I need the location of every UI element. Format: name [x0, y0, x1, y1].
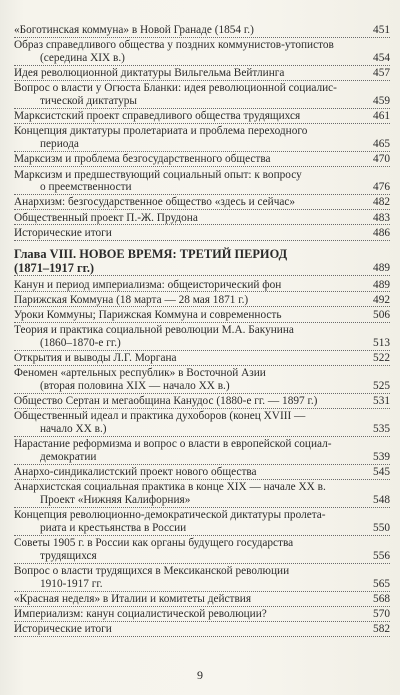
toc-entry-title: Парижская Коммуна (18 марта — 28 мая 1871 г.) [14, 293, 249, 306]
toc-group-1 [14, 24, 390, 241]
toc-entry-page: 461 [373, 110, 390, 123]
toc-entry [14, 608, 390, 622]
toc-entry-page: 582 [373, 623, 390, 636]
toc-entry [14, 481, 390, 507]
chapter-page: 489 [373, 261, 390, 274]
toc-entry-title: Анархистская социальная практика в конце XIX — начале XX в. [14, 481, 326, 494]
toc-entry-page: 539 [373, 450, 390, 463]
chapter-period-row [14, 261, 390, 276]
toc-entry-title: Общественный проект П.-Ж. Прудона [14, 211, 198, 224]
chapter-period: (1871–1917 гг.) [14, 260, 95, 275]
toc-entry-page: 454 [373, 51, 390, 64]
toc-entry-title: «Красная неделя» в Италии и комитеты действия [14, 593, 252, 606]
toc-entry-continuation: 1910-1917 гг. [40, 577, 103, 590]
toc-entry [14, 509, 390, 535]
toc-entry [14, 410, 390, 436]
toc-entry-title: Канун и период империализма: общеисторический фон [14, 278, 282, 291]
toc-entry-title: Открытия и выводы Л.Г. Моргана [14, 352, 177, 365]
toc-entry [14, 82, 390, 108]
toc-entry [14, 623, 390, 637]
toc-entry [14, 110, 390, 124]
toc-entry-title: Исторические итоги [14, 226, 112, 239]
toc-entry [14, 593, 390, 607]
toc-entry-title: Советы 1905 г. в России как органы будущего государства [14, 537, 294, 550]
toc-entry [14, 395, 390, 409]
toc-entry-page: 568 [373, 593, 390, 606]
toc-entry-title: Марксистский проект справедливого общества трудящихся [14, 110, 301, 123]
toc-entry [14, 67, 390, 81]
toc-entry [14, 324, 390, 350]
toc-entry-continuation: начало XX в.) [40, 423, 107, 436]
toc-entry [14, 367, 390, 393]
toc-entry-title: Вопрос о власти трудящихся в Мексиканской революции [14, 565, 290, 578]
toc-entry-title: Уроки Коммуны; Парижская Коммуна и современность [14, 308, 282, 321]
chapter-heading [14, 247, 390, 276]
toc-entry-page: 522 [373, 352, 390, 365]
toc-entry-continuation: Проект «Нижняя Калифорния» [40, 494, 191, 507]
page-number: 9 [197, 668, 203, 682]
toc-entry-page: 531 [373, 395, 390, 408]
toc-entry [14, 153, 390, 167]
toc-entry [14, 537, 390, 563]
toc-entry [14, 565, 390, 591]
toc-entry-page: 492 [373, 293, 390, 306]
toc-entry [14, 24, 390, 38]
toc-entry-title: Феномен «артельных республик» в Восточной Азии [14, 367, 266, 380]
toc-entry [14, 39, 390, 65]
toc-entry-page: 483 [373, 211, 390, 224]
toc-entry-title: Идея революционной диктатуры Вильгельма Вейтлинга [14, 67, 285, 80]
toc-entry-page: 570 [373, 608, 390, 621]
toc-entry-page: 506 [373, 308, 390, 321]
toc-entry-title: Общественный идеал и практика духоборов (конец XVIII — [14, 410, 306, 423]
toc-entry-page: 556 [373, 549, 390, 562]
toc-entry-continuation: (1860–1870-е гг.) [40, 336, 121, 349]
toc-entry-page: 513 [373, 336, 390, 349]
toc-entry-continuation: риата и крестьянства в России [40, 522, 187, 534]
toc-entry-continuation: трудящихся [40, 549, 97, 562]
chapter-title: Глава VIII. НОВОЕ ВРЕМЯ: ТРЕТИЙ ПЕРИОД [14, 246, 288, 261]
toc-entry-title: Образ справедливого общества у поздних коммунистов-утопистов [14, 39, 334, 52]
toc-entry-continuation: (вторая половина XIX — начало XX в.) [40, 379, 230, 392]
toc-entry-page: 489 [373, 278, 390, 291]
toc-entry-page: 459 [373, 95, 390, 108]
toc-group-2 [14, 279, 390, 638]
toc-entry-title: «Боготинская коммуна» в Новой Гранаде (1854 г.) [14, 24, 254, 36]
toc-entry-title: Общество Сертан и мегаобщина Канудос (1880-е гг. — 1897 г.) [14, 395, 318, 408]
toc-entry-continuation: тической диктатуры [40, 95, 138, 108]
toc-entry-page: 545 [373, 466, 390, 479]
toc-entry-title: Анархо-синдикалистский проект нового общества [14, 466, 257, 479]
toc-entry-continuation: о преемственности [40, 181, 132, 194]
toc-entry-page: 465 [373, 138, 390, 151]
toc-entry [14, 279, 390, 293]
toc-entry-page: 486 [373, 226, 390, 239]
toc-entry [14, 212, 390, 226]
toc-entry-title: Анархизм: безгосударственное общество «здесь и сейчас» [14, 196, 296, 209]
toc-entry-page: 550 [373, 522, 390, 534]
toc-entry-title: Марксизм и предшествующий социальный опыт: к вопросу [14, 168, 302, 181]
toc-entry-page: 535 [373, 423, 390, 436]
toc-entry [14, 196, 390, 210]
toc-entry-title: Нарастание реформизма и вопрос о власти в европейской социал- [14, 438, 332, 451]
toc-entry-page: 565 [373, 577, 390, 590]
toc-entry-title: Империализм: канун социалистической революции? [14, 608, 267, 621]
toc-entry-page: 525 [373, 379, 390, 392]
toc-entry-continuation: периода [40, 138, 79, 151]
toc-entry [14, 466, 390, 480]
toc-entry-page: 548 [373, 494, 390, 507]
toc-entry-title: Вопрос о власти у Огюста Бланки: идея революционной социалис- [14, 82, 337, 95]
toc-entry-title: Марксизм и проблема безгосударственного общества [14, 153, 271, 166]
toc-entry-page: 457 [373, 67, 390, 80]
toc-entry-page: 451 [373, 24, 390, 36]
toc-entry [14, 125, 390, 151]
toc-entry-title: Исторические итоги [14, 623, 112, 636]
toc-entry [14, 227, 390, 241]
toc-entry [14, 309, 390, 323]
toc-entry-page: 482 [373, 196, 390, 209]
toc-entry-title: Теория и практика социальной революции М.А. Бакунина [14, 324, 294, 337]
toc-entry-continuation: демократии [40, 450, 97, 463]
toc-entry-title: Концепция диктатуры пролетариата и проблема переходного [14, 125, 308, 138]
toc-entry-title: Концепция революционно-демократической диктатуры пролета- [14, 509, 326, 522]
toc-entry [14, 169, 390, 195]
toc-entry [14, 438, 390, 464]
toc-entry [14, 294, 390, 308]
table-of-contents [14, 24, 390, 639]
toc-entry [14, 352, 390, 366]
toc-entry-page: 476 [373, 181, 390, 194]
toc-entry-continuation: (середина XIX в.) [40, 51, 125, 64]
toc-entry-page: 470 [373, 153, 390, 166]
